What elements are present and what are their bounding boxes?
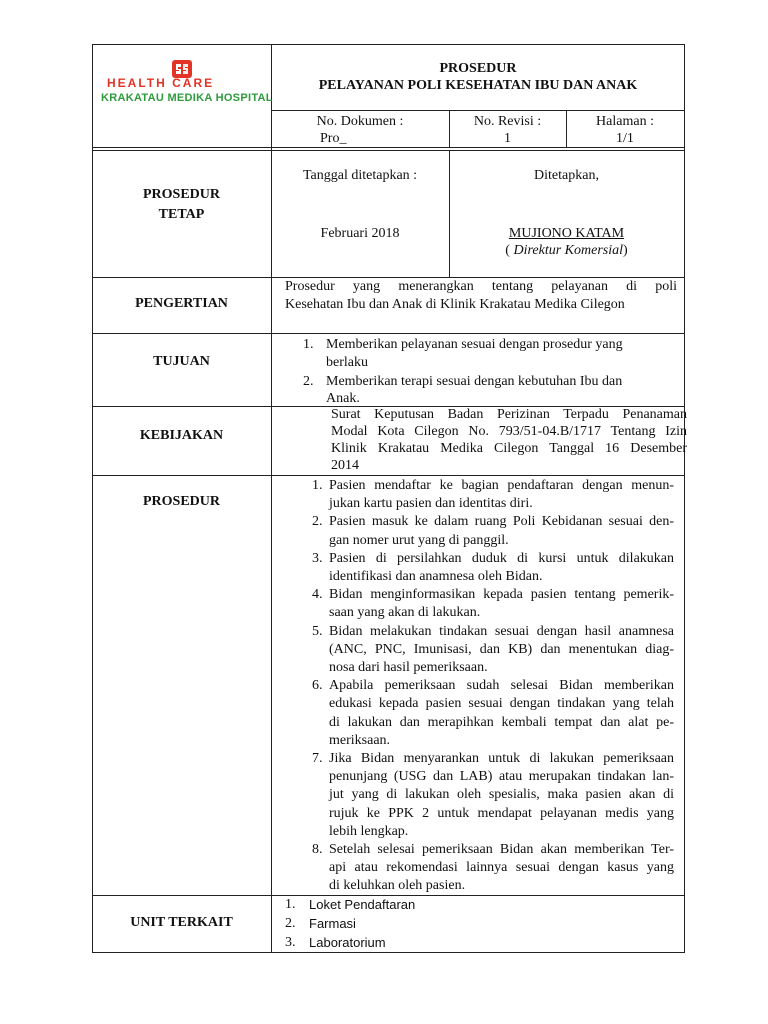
logo-hospital-name: KRAKATAU MEDIKA HOSPITAL (101, 92, 273, 104)
prosedur-step-2-line-1: Pasien masuk ke dalam ruang Poli Kebidanan sesuai den- (329, 514, 674, 530)
doc-number-label: No. Dokumen : (316, 114, 404, 129)
prosedur-step-8-line-3: di keluhkan oleh pasien. (329, 878, 466, 894)
table-border-top (92, 44, 685, 45)
prosedur-step-4-number: 4. (312, 587, 323, 603)
prosedur-step-7-line-2: penunjang (USG dan LAB) atau merupakan tindakan lan- (329, 769, 674, 785)
kebijakan-text-line1: Surat Keputusan Badan Perizinan Terpadu Penanaman (331, 407, 687, 422)
prosedur-step-6-line-1: Apabila pemeriksaan sudah selesai Bidan memberikan (329, 678, 674, 694)
page-label: Halaman : (596, 114, 654, 129)
prosedur-step-6-line-2: edukasi kepada pasien sesuai dengan tindakan yang telah (329, 696, 674, 712)
unit-item-2-number: 2. (285, 916, 296, 931)
page-value: 1/1 (616, 131, 634, 146)
prosedur-step-1-line-2: jukan kartu pasien dan identitas diri. (329, 496, 533, 512)
logo-health-care-text: HEALTH CARE (107, 76, 215, 90)
header-bottom-border-double (92, 150, 685, 151)
prosedur-step-5-line-1: Bidan melakukan tindakan sesuai dengan hasil anamnesa (329, 623, 674, 639)
signer-title: ( Direktur Komersial) (505, 243, 628, 258)
prosedur-label: PROSEDUR (142, 494, 220, 509)
prosedur-step-3-line-2: identifikasi dan anamnesa oleh Bidan. (329, 569, 543, 584)
prosedur-step-7-line-4: rujuk ke PPK 2 untuk mendapat pelayanan medis yang (329, 805, 674, 821)
prosedur-step-6-line-4: meriksaan. (329, 732, 391, 748)
doc-number-value: Pro_ (320, 131, 347, 146)
unit-terkait-label: UNIT TERKAIT (130, 915, 233, 930)
prosedur-step-8-line-1: Setelah selesai pemeriksaan Bidan akan memberikan Ter- (329, 842, 674, 857)
prosedur-step-8-number: 8. (312, 842, 323, 857)
pengertian-text-line1: Prosedur yang menerangkan tentang pelayanan di poli (285, 279, 677, 294)
tujuan-item-1-line2: berlaku (326, 355, 368, 370)
prosedur-step-3-number: 3. (312, 550, 323, 566)
date-set-label: Tanggal ditetapkan : (302, 168, 418, 183)
tujuan-item-1-number: 1. (303, 337, 314, 352)
tujuan-item-2-number: 2. (303, 374, 314, 389)
prosedur-step-7-line-3: jut yang di lakukan oleh spesialis, maka pasien akan di (329, 787, 674, 803)
signer-name: MUJIONO KATAM (508, 226, 625, 241)
prosedur-step-7-number: 7. (312, 751, 323, 766)
prosedur-step-7-line-5: lebih lengkap. (329, 823, 409, 839)
prosedur-step-5-number: 5. (312, 623, 323, 639)
kebijakan-text-line2: Modal Kota Cilegon No. 793/51-04.B/1717 Tentang Izin (331, 424, 687, 439)
tujuan-label: TUJUAN (153, 354, 210, 369)
tujuan-item-2-line1: Memberikan terapi sesuai dengan kebutuhan Ibu dan (326, 374, 623, 389)
table-border-right (684, 44, 685, 953)
signer-title-text: Direktur Komersial (513, 243, 624, 258)
kebijakan-text-line4: 2014 (331, 458, 359, 473)
unit-item-2-text: Farmasi (309, 916, 356, 931)
prosedur-step-3-line-1: Pasien di persilahkan duduk di kursi untuk dilakukan (329, 550, 674, 566)
prosedur-step-5-line-2: (ANC, PNC, Imunisasi, dan KB) dan menentukan diag- (329, 641, 674, 657)
pengertian-text-line2: Kesehatan Ibu dan Anak di Klinik Krakatau Medika Cilegon (285, 297, 625, 312)
unit-item-1-text: Loket Pendaftaran (309, 897, 416, 912)
kebijakan-label: KEBIJAKAN (139, 428, 224, 443)
title-divider (271, 110, 685, 111)
date-set-value: Februari 2018 (320, 226, 400, 241)
prosedur-step-5-line-3: nosa dari hasil pemeriksaan. (329, 660, 488, 675)
prosedur-step-2-line-2: gan nomer urut yang di panggil. (329, 532, 509, 548)
row-divider (92, 475, 685, 476)
prosedur-step-6-number: 6. (312, 678, 323, 694)
tujuan-item-2-line2: Anak. (326, 391, 360, 406)
prosedur-step-8-line-2: api atau rekomendasi lainnya sesuai dengan kasus yang (329, 860, 674, 876)
document-title-line1: PROSEDUR (439, 61, 517, 76)
row-divider (92, 333, 685, 334)
prosedur-tetap-label-line2: TETAP (158, 207, 205, 222)
prosedur-step-6-line-3: di lakukan dan merapihkan kembali tempat dan alat pe- (329, 714, 674, 730)
unit-item-3-number: 3. (285, 935, 296, 950)
prosedur-step-2-number: 2. (312, 514, 323, 530)
pengertian-label: PENGERTIAN (135, 296, 228, 311)
unit-item-3-text: Laboratorium (309, 935, 386, 950)
revision-label: No. Revisi : (473, 114, 542, 129)
table-border-bottom (92, 952, 685, 953)
set-by-label: Ditetapkan, (534, 168, 599, 183)
revision-value: 1 (504, 131, 511, 146)
tujuan-item-1-line1: Memberikan pelayanan sesuai dengan prosedur yang (326, 337, 623, 352)
unit-item-1-number: 1. (285, 897, 296, 912)
prosedur-tetap-label-line1: PROSEDUR (142, 187, 220, 202)
prosedur-step-4-line-2: saan yang akan di lakukan. (329, 605, 481, 621)
prosedur-step-1-number: 1. (312, 478, 323, 493)
logo (101, 56, 271, 112)
prosedur-step-7-line-1: Jika Bidan menyarankan untuk di lakukan pemeriksaan (329, 751, 674, 766)
document-title-line2: PELAYANAN POLI KESEHATAN IBU DAN ANAK (318, 78, 638, 93)
kebijakan-text-line3: Klinik Krakatau Medika Cilegon Tanggal 16 Desember (331, 441, 687, 456)
prosedur-step-1-line-1: Pasien mendaftar ke bagian pendaftaran dengan menun- (329, 478, 674, 493)
prosedur-step-4-line-1: Bidan menginformasikan kepada pasien tentang pemerik- (329, 587, 674, 603)
prosedur-steps-list (271, 477, 684, 895)
